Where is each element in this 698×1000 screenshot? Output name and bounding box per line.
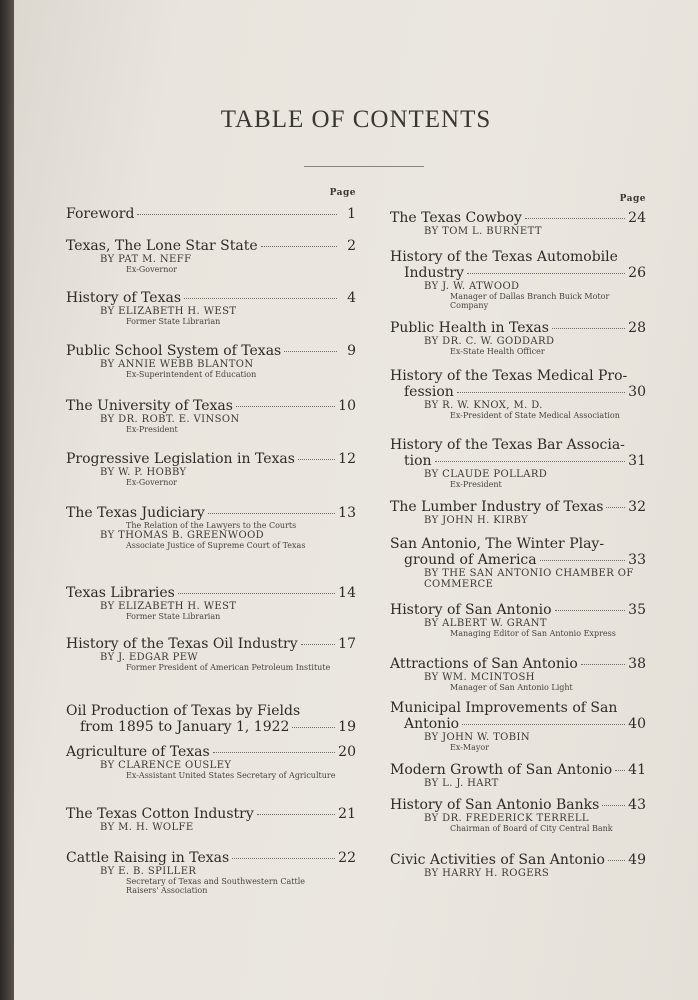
entry-author: BY JOHN H. KIRBY — [424, 515, 529, 526]
entry-title: Progressive Legislation in Texas — [66, 451, 295, 467]
toc-entry[interactable] — [390, 320, 646, 356]
entry-title-row — [66, 451, 356, 467]
entry-author: BY J. W. ATWOOD — [424, 281, 520, 292]
entry-author: BY M. H. WOLFE — [100, 822, 194, 833]
entry-title: Texas Libraries — [66, 585, 175, 601]
entry-page-number: 10 — [338, 398, 356, 414]
book-spine — [0, 0, 14, 1000]
entry-author: BY J. EDGAR PEW — [100, 652, 199, 663]
entry-title-row — [66, 238, 356, 254]
dot-leader — [615, 770, 625, 771]
entry-author-role: Secretary of Texas and Southwestern Cattle Raisers' Association — [126, 877, 305, 895]
entry-title-row — [390, 656, 646, 672]
entry-title-line: Municipal Improvements of San — [390, 700, 618, 716]
entry-title-row — [390, 453, 646, 469]
toc-page — [14, 0, 698, 1000]
entry-title: Agriculture of Texas — [66, 744, 210, 760]
entry-author: BY TOM L. BURNETT — [424, 226, 542, 237]
entry-author-role: Managing Editor of San Antonio Express — [450, 629, 616, 638]
toc-entry[interactable] — [390, 499, 646, 526]
entry-author-role: Associate Justice of Supreme Court of Texas — [126, 541, 306, 550]
entry-author: BY ANNIE WEBB BLANTON — [100, 359, 254, 370]
toc-entry[interactable] — [66, 850, 356, 895]
entry-author-role: Manager of San Antonio Light — [450, 683, 573, 692]
entry-title-row — [390, 384, 646, 400]
entry-page-number: 49 — [628, 852, 646, 868]
entry-author-role: Ex-President — [126, 425, 178, 434]
toc-entry[interactable] — [66, 238, 356, 274]
entry-title-row — [390, 265, 646, 281]
entry-title-row — [66, 636, 356, 652]
entry-page-number: 14 — [338, 585, 356, 601]
entry-author-role: Ex-State Health Officer — [450, 347, 545, 356]
page-title: TABLE OF CONTENTS — [220, 106, 492, 133]
dot-leader — [602, 805, 625, 806]
entry-author: BY E. B. SPILLER — [100, 866, 197, 877]
entry-author-role: Chairman of Board of City Central Bank — [450, 824, 613, 833]
dot-leader — [435, 461, 626, 462]
dot-leader — [457, 392, 625, 393]
toc-entry[interactable] — [390, 762, 646, 789]
entry-title-row — [390, 852, 646, 868]
page-column-header: Page — [329, 188, 356, 198]
dot-leader — [208, 513, 335, 514]
entry-title: Cattle Raising in Texas — [66, 850, 230, 866]
entry-title-line: History of the Texas Medical Pro- — [390, 368, 628, 384]
dot-leader — [298, 459, 335, 460]
entry-title: The University of Texas — [66, 398, 233, 414]
entry-title: History of San Antonio Banks — [390, 797, 600, 813]
toc-entry[interactable] — [66, 343, 356, 379]
entry-title: from 1895 to January 1, 1922 — [80, 719, 290, 735]
entry-title-row — [66, 806, 356, 822]
dot-leader — [137, 214, 337, 215]
entry-page-number: 43 — [628, 797, 646, 813]
entry-author: BY ELIZABETH H. WEST — [100, 306, 237, 317]
toc-entry[interactable] — [390, 536, 646, 590]
entry-page-number: 22 — [338, 850, 356, 866]
entry-title-row — [66, 585, 356, 601]
entry-author-role: Former State Librarian — [126, 612, 221, 621]
entry-title: History of San Antonio — [390, 602, 552, 618]
dot-leader — [292, 727, 335, 728]
page-column-header: Page — [619, 194, 646, 204]
entry-title: Public School System of Texas — [66, 343, 282, 359]
dot-leader — [552, 328, 625, 329]
entry-author: BY PAT M. NEFF — [100, 254, 192, 265]
entry-author-role: Ex-Mayor — [450, 743, 490, 752]
dot-leader — [284, 351, 337, 352]
dot-leader — [213, 752, 336, 753]
entry-title-row — [66, 719, 356, 735]
toc-entry[interactable] — [390, 602, 646, 638]
title-divider — [304, 166, 424, 167]
toc-entry[interactable] — [66, 206, 356, 222]
entry-author: BY DR. FREDERICK TERRELL — [424, 813, 589, 824]
entry-page-number: 20 — [338, 744, 356, 760]
entry-author: BY WM. MCINTOSH — [424, 672, 535, 683]
entry-author-role: Ex-Superintendent of Education — [126, 370, 257, 379]
toc-entry[interactable] — [66, 806, 356, 833]
entry-title-row — [66, 850, 356, 866]
entry-author: BY L. J. HART — [424, 778, 499, 789]
entry-author: BY ALBERT W. GRANT — [424, 618, 547, 629]
entry-page-number: 12 — [338, 451, 356, 467]
dot-leader — [467, 273, 625, 274]
right-column — [390, 194, 646, 914]
entry-author-role: Ex-President — [450, 480, 502, 489]
toc-entry[interactable] — [390, 852, 646, 879]
toc-entry[interactable] — [390, 700, 646, 752]
dot-leader — [525, 218, 625, 219]
entry-page-number: 40 — [628, 716, 646, 732]
entry-page-number: 24 — [628, 210, 646, 226]
entry-title-row — [390, 320, 646, 336]
left-column — [66, 188, 356, 908]
entry-author-role: Ex-Governor — [126, 265, 177, 274]
entry-author: BY DR. ROBT. E. VINSON — [100, 414, 240, 425]
entry-title: Industry — [404, 265, 464, 281]
entry-page-number: 21 — [338, 806, 356, 822]
dot-leader — [581, 664, 625, 665]
entry-author: BY HARRY H. ROGERS — [424, 868, 550, 879]
entry-title-line: History of the Texas Automobile — [390, 249, 618, 265]
entry-author: BY CLARENCE OUSLEY — [100, 760, 232, 771]
entry-title: Foreword — [66, 206, 135, 222]
entry-title: Civic Activities of San Antonio — [390, 852, 605, 868]
entry-title-row — [390, 716, 646, 732]
dot-leader — [184, 298, 337, 299]
entry-title-row — [390, 210, 646, 226]
dot-leader — [301, 644, 336, 645]
entry-title: fession — [404, 384, 454, 400]
dot-leader — [606, 507, 625, 508]
entry-title: The Texas Cotton Industry — [66, 806, 254, 822]
entry-author: BY W. P. HOBBY — [100, 467, 187, 478]
entry-title: History of the Texas Oil Industry — [66, 636, 298, 652]
entry-author: BY THE SAN ANTONIO CHAMBER OF COMMERCE — [424, 568, 634, 590]
entry-title-row — [390, 602, 646, 618]
entry-title-line: Oil Production of Texas by Fields — [66, 703, 301, 719]
entry-title-row — [66, 744, 356, 760]
entry-subtitle: The Relation of the Lawyers to the Courts — [126, 521, 297, 530]
entry-title: Modern Growth of San Antonio — [390, 762, 613, 778]
entry-title: The Texas Cowboy — [390, 210, 522, 226]
toc-entry[interactable] — [66, 451, 356, 487]
entry-title-row — [66, 290, 356, 306]
toc-entry[interactable] — [66, 703, 356, 735]
entry-title: Antonio — [404, 716, 460, 732]
entry-author: BY ELIZABETH H. WEST — [100, 601, 237, 612]
toc-entry[interactable] — [66, 398, 356, 434]
entry-title-row — [66, 343, 356, 359]
entry-title: The Lumber Industry of Texas — [390, 499, 604, 515]
entry-author-role: Manager of Dallas Branch Buick Motor Company — [450, 292, 610, 310]
toc-entry[interactable] — [390, 797, 646, 833]
entry-title: tion — [404, 453, 432, 469]
entry-page-number: 9 — [347, 343, 356, 359]
dot-leader — [608, 860, 625, 861]
entry-page-number: 13 — [338, 505, 356, 521]
entry-page-number: 32 — [628, 499, 646, 515]
entry-author-role: Former State Librarian — [126, 317, 221, 326]
entry-page-number: 33 — [628, 552, 646, 568]
entry-author-role: Ex-Governor — [126, 478, 177, 487]
entry-page-number: 35 — [628, 602, 646, 618]
entry-page-number: 38 — [628, 656, 646, 672]
entry-page-number: 26 — [628, 265, 646, 281]
toc-entry[interactable] — [66, 290, 356, 326]
toc-entry[interactable] — [66, 636, 356, 672]
toc-entry[interactable] — [390, 656, 646, 692]
entry-title: Texas, The Lone Star State — [66, 238, 258, 254]
entry-title: The Texas Judiciary — [66, 505, 205, 521]
entry-title-line: San Antonio, The Winter Play- — [390, 536, 605, 552]
dot-leader — [236, 406, 335, 407]
toc-entry[interactable] — [390, 249, 646, 310]
entry-title: Attractions of San Antonio — [390, 656, 578, 672]
entry-page-number: 17 — [338, 636, 356, 652]
entry-author: BY THOMAS B. GREENWOOD — [100, 530, 265, 541]
entry-author: BY CLAUDE POLLARD — [424, 469, 548, 480]
toc-entry[interactable] — [390, 210, 646, 237]
dot-leader — [555, 610, 626, 611]
entry-page-number: 28 — [628, 320, 646, 336]
toc-entry[interactable] — [66, 505, 356, 550]
entry-title: ground of America — [404, 552, 537, 568]
entry-page-number: 30 — [628, 384, 646, 400]
entry-title: History of Texas — [66, 290, 182, 306]
dot-leader — [178, 593, 335, 594]
entry-author: BY R. W. KNOX, M. D. — [424, 400, 543, 411]
toc-entry[interactable] — [390, 437, 646, 489]
dot-leader — [462, 724, 625, 725]
entry-title-row — [66, 398, 356, 414]
toc-entry[interactable] — [66, 585, 356, 621]
entry-page-number: 31 — [628, 453, 646, 469]
toc-entry[interactable] — [66, 744, 356, 780]
entry-title-row — [390, 552, 646, 568]
entry-title-line: History of the Texas Bar Associa- — [390, 437, 625, 453]
entry-title-row — [390, 797, 646, 813]
entry-page-number: 19 — [338, 719, 356, 735]
entry-title: Public Health in Texas — [390, 320, 549, 336]
dot-leader — [232, 858, 335, 859]
entry-author-role: Former President of American Petroleum Institute — [126, 663, 331, 672]
entry-author-role: Ex-Assistant United States Secretary of Agriculture — [126, 771, 336, 780]
entry-author: BY DR. C. W. GODDARD — [424, 336, 555, 347]
toc-entry[interactable] — [390, 368, 646, 420]
entry-author-role: Ex-President of State Medical Association — [450, 411, 620, 420]
entry-page-number: 1 — [347, 206, 356, 222]
entry-author: BY JOHN W. TOBIN — [424, 732, 531, 743]
entry-page-number: 41 — [628, 762, 646, 778]
entry-title-row — [66, 206, 356, 222]
entry-title-row — [66, 505, 356, 521]
entry-title-row — [390, 762, 646, 778]
dot-leader — [540, 560, 626, 561]
entry-page-number: 2 — [347, 238, 356, 254]
entry-title-row — [390, 499, 646, 515]
entry-page-number: 4 — [347, 290, 356, 306]
dot-leader — [261, 246, 337, 247]
dot-leader — [257, 814, 335, 815]
